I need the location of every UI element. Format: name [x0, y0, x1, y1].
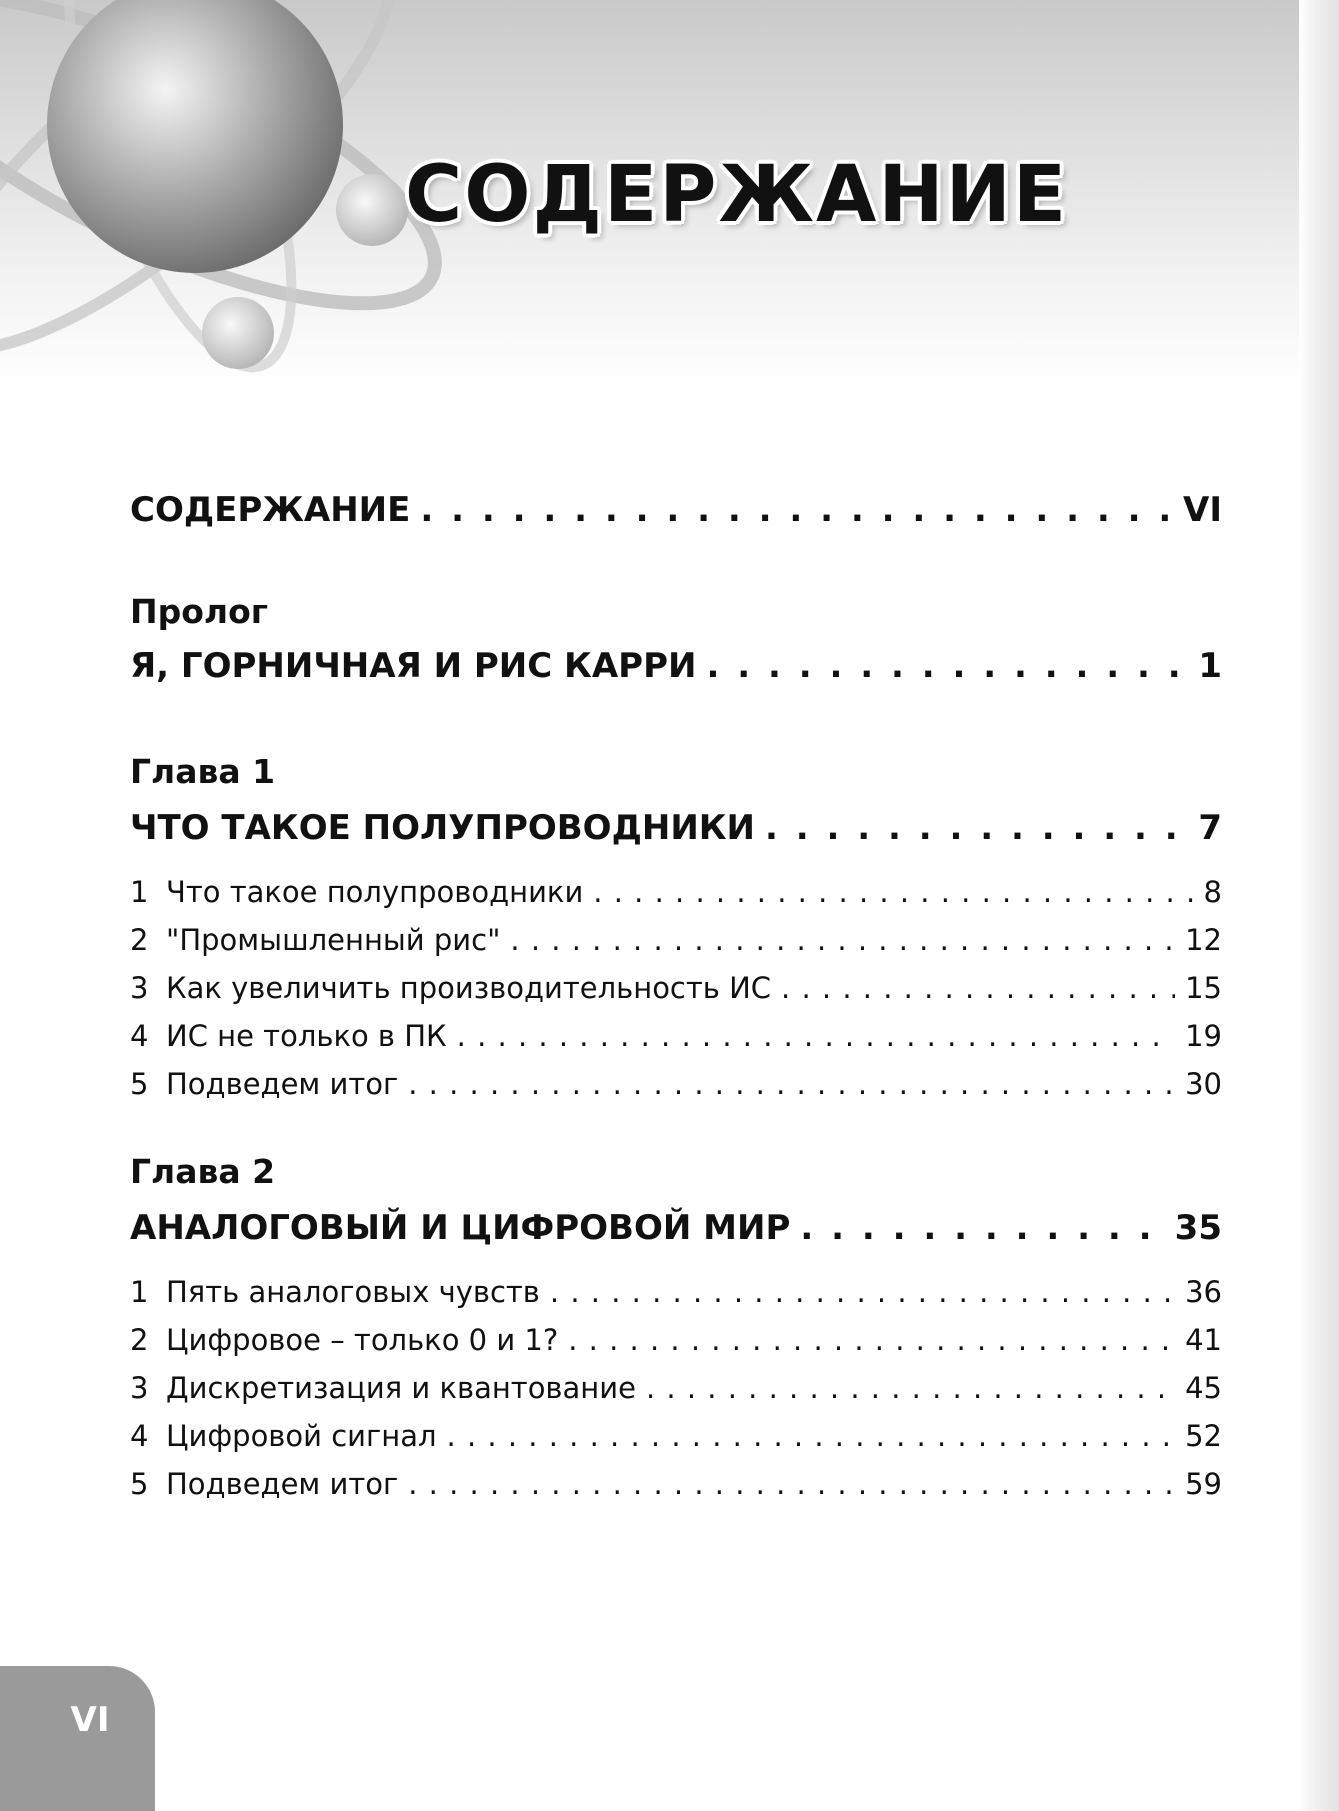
table-of-contents	[130, 490, 1222, 1508]
toc-item-title: Как увеличить производительность ИС	[166, 971, 772, 1005]
dot-leader	[550, 1278, 1175, 1307]
toc-item-page: 8	[1203, 875, 1222, 909]
toc-item-title: Что такое полупроводники	[166, 875, 584, 909]
toc-item-title: Подведем итог	[166, 1467, 399, 1501]
toc-item-page: 19	[1185, 1019, 1222, 1053]
toc-item-title: Подведем итог	[166, 1067, 399, 1101]
toc-item-page: 30	[1185, 1067, 1222, 1101]
toc-entry-title: Я, ГОРНИЧНАЯ И РИС КАРРИ	[130, 646, 697, 686]
toc-item[interactable]	[130, 1268, 1222, 1316]
toc-item[interactable]	[130, 1012, 1222, 1060]
prologue-label: Пролог	[130, 592, 268, 631]
toc-item[interactable]	[130, 1412, 1222, 1460]
toc-item-number: 1	[130, 1275, 149, 1309]
toc-item-page: 52	[1185, 1419, 1222, 1453]
dot-leader	[408, 1470, 1175, 1499]
toc-item-page: 15	[1185, 971, 1222, 1005]
toc-item-title: Пять аналоговых чувств	[166, 1275, 540, 1309]
toc-entry-page: 7	[1198, 808, 1222, 848]
dot-leader	[800, 1211, 1164, 1245]
toc-item-title: Цифровое – только 0 и 1?	[166, 1323, 559, 1357]
toc-entry-title: АНАЛОГОВЫЙ И ЦИФРОВОЙ МИР	[130, 1208, 791, 1248]
toc-entry-prologue[interactable]	[130, 646, 1222, 706]
toc-item-number: 3	[130, 1371, 149, 1405]
toc-item-page: 59	[1185, 1467, 1222, 1501]
toc-entry-title: ЧТО ТАКОЕ ПОЛУПРОВОДНИКИ	[130, 808, 756, 848]
toc-item-page: 45	[1185, 1371, 1222, 1405]
dot-leader	[447, 1422, 1176, 1451]
toc-item-number: 1	[130, 875, 149, 909]
toc-item-number: 5	[130, 1067, 149, 1101]
toc-item-number: 2	[130, 1323, 149, 1357]
dot-leader	[593, 878, 1193, 907]
dot-leader	[457, 1022, 1175, 1051]
toc-item[interactable]	[130, 1460, 1222, 1508]
toc-item-title: Дискретизация и квантование	[166, 1371, 636, 1405]
toc-entry-contents[interactable]	[130, 490, 1222, 550]
toc-item[interactable]	[130, 1364, 1222, 1412]
toc-item-number: 3	[130, 971, 149, 1005]
page-header	[0, 0, 1339, 390]
chapter-label: Глава 1	[130, 752, 276, 791]
toc-item[interactable]	[130, 964, 1222, 1012]
toc-item-number: 4	[130, 1019, 149, 1053]
toc-item[interactable]	[130, 1060, 1222, 1108]
toc-entry-page: 35	[1174, 1208, 1222, 1248]
dot-leader	[510, 926, 1175, 955]
toc-entry-page: VI	[1183, 490, 1222, 530]
toc-item[interactable]	[130, 916, 1222, 964]
toc-entry-chapter-2[interactable]	[130, 1208, 1222, 1268]
dot-leader	[408, 1070, 1175, 1099]
page-number: VI	[70, 1700, 110, 1740]
toc-item-page: 41	[1185, 1323, 1222, 1357]
dot-leader	[568, 1326, 1175, 1355]
toc-entry-title: СОДЕРЖАНИЕ	[130, 490, 411, 530]
toc-item-page: 36	[1185, 1275, 1222, 1309]
toc-entry-chapter-1[interactable]	[130, 808, 1222, 868]
toc-item-number: 2	[130, 923, 149, 957]
toc-item[interactable]	[130, 1316, 1222, 1364]
toc-item-number: 4	[130, 1419, 149, 1453]
toc-item-number: 5	[130, 1467, 149, 1501]
dot-leader	[706, 649, 1188, 683]
toc-item-title: Цифровой сигнал	[166, 1419, 437, 1453]
dot-leader	[646, 1374, 1175, 1403]
toc-item-title: "Промышленный рис"	[166, 923, 501, 957]
dot-leader	[765, 811, 1188, 845]
toc-item[interactable]	[130, 868, 1222, 916]
toc-item-title: ИС не только в ПК	[166, 1019, 447, 1053]
chapter-label: Глава 2	[130, 1152, 276, 1191]
toc-item-page: 12	[1185, 923, 1222, 957]
dot-leader	[781, 974, 1175, 1003]
dot-leader	[420, 493, 1173, 527]
page-title: СОДЕРЖАНИЕ	[405, 150, 1069, 240]
toc-entry-page: 1	[1198, 646, 1222, 686]
page-edge-decoration	[1299, 0, 1339, 1811]
